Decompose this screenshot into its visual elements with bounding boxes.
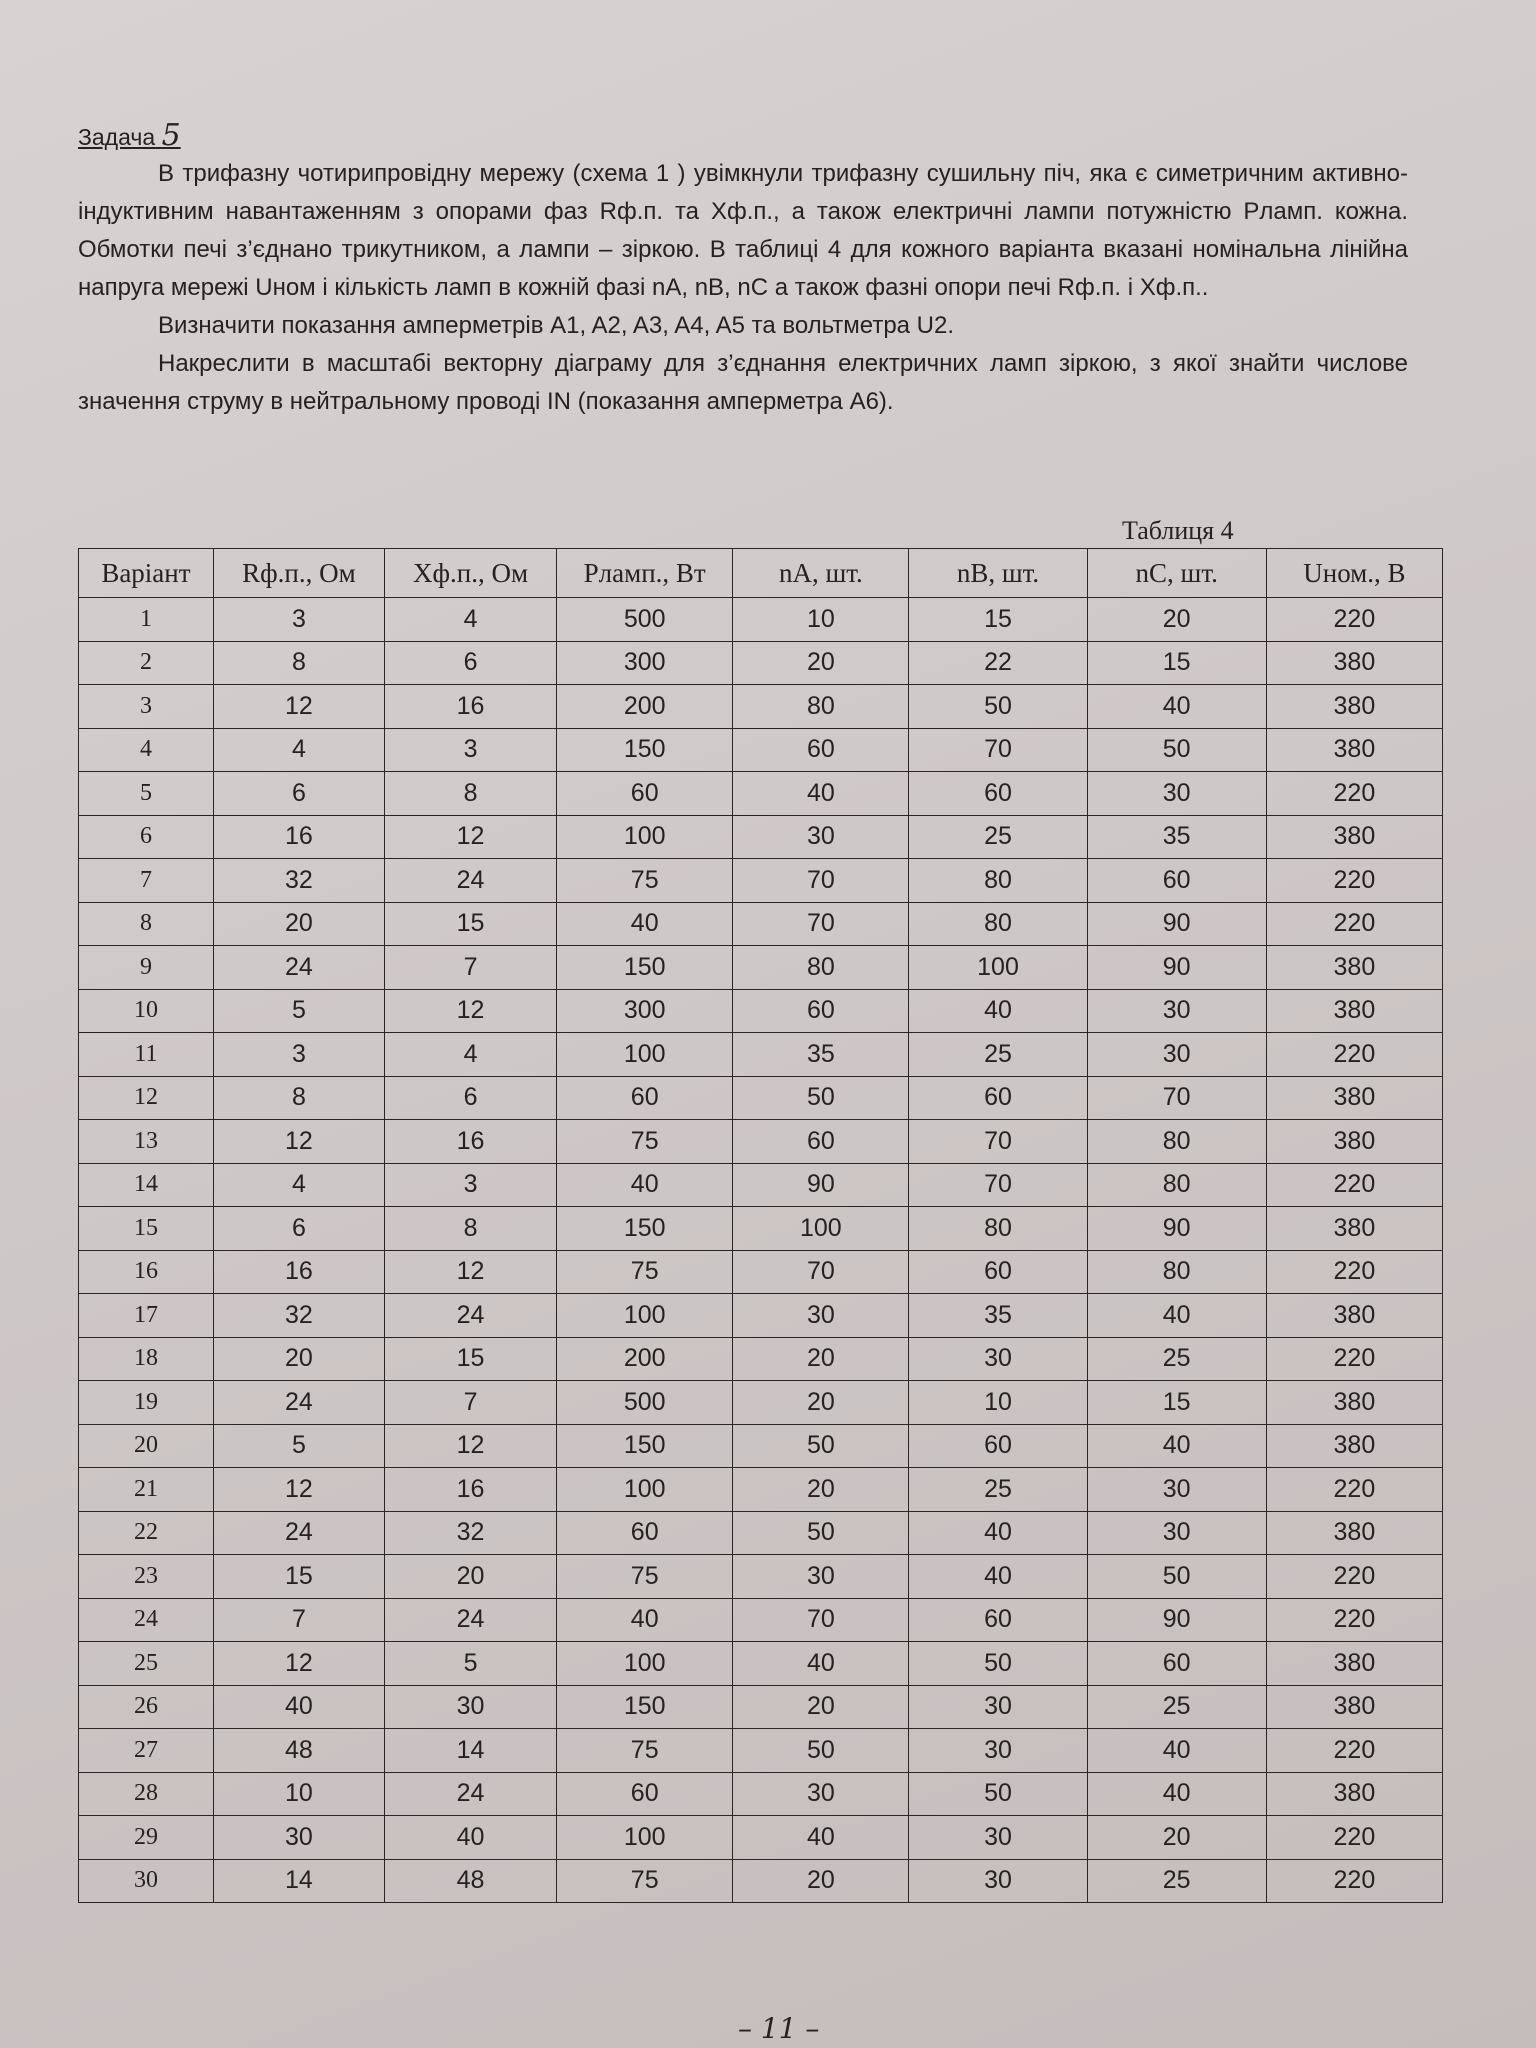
table-row xyxy=(79,1468,1443,1512)
table-cell: 75 xyxy=(557,1120,733,1164)
table-cell: 220 xyxy=(1266,1250,1442,1294)
table-cell: 70 xyxy=(733,1598,909,1642)
table-cell: 380 xyxy=(1266,1642,1442,1686)
table-cell: 30 xyxy=(733,815,909,859)
table-cell: 380 xyxy=(1266,1207,1442,1251)
table-cell: 80 xyxy=(1087,1250,1266,1294)
table-cell: 60 xyxy=(733,728,909,772)
table-cell: 30 xyxy=(909,1859,1087,1903)
table-cell: 16 xyxy=(213,1250,384,1294)
table-cell: 35 xyxy=(1087,815,1266,859)
table-cell: 20 xyxy=(733,1859,909,1903)
table-cell: 12 xyxy=(385,1424,557,1468)
task-title: Задача 5 xyxy=(78,118,181,153)
table-cell: 60 xyxy=(557,1076,733,1120)
table-cell: 40 xyxy=(557,1163,733,1207)
table-row xyxy=(79,1294,1443,1338)
table-cell: 4 xyxy=(213,1163,384,1207)
table-cell: 15 xyxy=(1087,1381,1266,1425)
table-cell: 90 xyxy=(1087,902,1266,946)
task-paragraph-1: В трифазну чотирипровідну мережу (схема 1 ) увімкнули трифазну сушильну піч, яка є симетричним активно-індуктивним навантаженням з опорами фаз Rф.п. та Xф.п., а також електричні лампи потужністю Pламп. кожна. Обмотки печі з’єднано трикутником, а лампи – зіркою. В таблиці 4 для кожного варіанта вказані номінальна лінійна напруга мережі Uном і кількість ламп в кожній фазі nA, nB, nC а також фазні опори печі Rф.п. і Xф.п.. xyxy=(78,160,1408,301)
table-cell: 50 xyxy=(733,1511,909,1555)
table-cell: 50 xyxy=(733,1076,909,1120)
table-cell: 90 xyxy=(1087,1207,1266,1251)
table-cell: 300 xyxy=(557,989,733,1033)
table-cell: 60 xyxy=(909,1424,1087,1468)
table-cell: 60 xyxy=(557,1772,733,1816)
variant-cell: 11 xyxy=(79,1033,214,1077)
variant-cell: 5 xyxy=(79,772,214,816)
table-cell: 24 xyxy=(385,1772,557,1816)
table-cell: 220 xyxy=(1266,1033,1442,1077)
table-cell: 500 xyxy=(557,1381,733,1425)
table-cell: 40 xyxy=(1087,1729,1266,1773)
table-cell: 80 xyxy=(733,685,909,729)
table-cell: 380 xyxy=(1266,815,1442,859)
table-cell: 220 xyxy=(1266,772,1442,816)
table-cell: 300 xyxy=(557,641,733,685)
table-row xyxy=(79,1120,1443,1164)
table-cell: 220 xyxy=(1266,598,1442,642)
table-cell: 5 xyxy=(213,989,384,1033)
table-cell: 50 xyxy=(733,1729,909,1773)
table-cell: 16 xyxy=(385,1468,557,1512)
table-cell: 20 xyxy=(213,902,384,946)
table-row xyxy=(79,1816,1443,1860)
variant-cell: 22 xyxy=(79,1511,214,1555)
variant-cell: 3 xyxy=(79,685,214,729)
table-row xyxy=(79,1555,1443,1599)
table-cell: 15 xyxy=(1087,641,1266,685)
variant-cell: 17 xyxy=(79,1294,214,1338)
table-cell: 48 xyxy=(385,1859,557,1903)
table-row xyxy=(79,1033,1443,1077)
table-cell: 220 xyxy=(1266,1555,1442,1599)
table-cell: 380 xyxy=(1266,1424,1442,1468)
table-cell: 7 xyxy=(385,1381,557,1425)
table-cell: 24 xyxy=(213,1381,384,1425)
table-cell: 100 xyxy=(909,946,1087,990)
table-cell: 35 xyxy=(909,1294,1087,1338)
variant-cell: 19 xyxy=(79,1381,214,1425)
table-cell: 380 xyxy=(1266,989,1442,1033)
table-cell: 35 xyxy=(733,1033,909,1077)
table-cell: 20 xyxy=(733,1468,909,1512)
table-cell: 80 xyxy=(909,1207,1087,1251)
table-cell: 380 xyxy=(1266,728,1442,772)
variant-cell: 29 xyxy=(79,1816,214,1860)
variant-cell: 4 xyxy=(79,728,214,772)
table-cell: 80 xyxy=(1087,1163,1266,1207)
table-row xyxy=(79,1859,1443,1903)
table-cell: 24 xyxy=(213,1511,384,1555)
table-cell: 200 xyxy=(557,1337,733,1381)
table-cell: 12 xyxy=(213,1642,384,1686)
table-cell: 4 xyxy=(385,1033,557,1077)
table-cell: 30 xyxy=(1087,772,1266,816)
table-row xyxy=(79,989,1443,1033)
table-cell: 100 xyxy=(557,1033,733,1077)
table-cell: 30 xyxy=(909,1729,1087,1773)
table-cell: 75 xyxy=(557,1250,733,1294)
table-row xyxy=(79,1424,1443,1468)
variant-cell: 2 xyxy=(79,641,214,685)
header-p: Pламп., Вт xyxy=(557,549,733,598)
table-cell: 380 xyxy=(1266,946,1442,990)
table-cell: 40 xyxy=(557,902,733,946)
variant-cell: 7 xyxy=(79,859,214,903)
table-cell: 50 xyxy=(909,685,1087,729)
table-cell: 60 xyxy=(1087,859,1266,903)
page-number: – 11 – xyxy=(738,2012,820,2045)
table-caption: Таблиця 4 xyxy=(1122,516,1234,545)
table-cell: 60 xyxy=(733,989,909,1033)
table-cell: 7 xyxy=(385,946,557,990)
table-cell: 12 xyxy=(213,1120,384,1164)
table-cell: 70 xyxy=(1087,1076,1266,1120)
table-row xyxy=(79,902,1443,946)
table-cell: 40 xyxy=(213,1685,384,1729)
table-cell: 60 xyxy=(909,1598,1087,1642)
table-cell: 75 xyxy=(557,1729,733,1773)
table-cell: 150 xyxy=(557,946,733,990)
table-cell: 40 xyxy=(733,1816,909,1860)
table-cell: 12 xyxy=(213,685,384,729)
variant-cell: 26 xyxy=(79,1685,214,1729)
task-paragraph-3: Накреслити в масштабі векторну діаграму для з’єднання електричних ламп зіркою, з якої знайти числове значення струму в нейтральному проводі IN (показання амперметра A6). xyxy=(78,350,1408,415)
table-cell: 20 xyxy=(385,1555,557,1599)
table-cell: 380 xyxy=(1266,1120,1442,1164)
table-cell: 220 xyxy=(1266,1859,1442,1903)
table-cell: 40 xyxy=(733,1642,909,1686)
table-cell: 60 xyxy=(733,1120,909,1164)
table-cell: 14 xyxy=(213,1859,384,1903)
table-cell: 100 xyxy=(557,815,733,859)
table-cell: 40 xyxy=(733,772,909,816)
variant-cell: 24 xyxy=(79,1598,214,1642)
table-cell: 220 xyxy=(1266,1468,1442,1512)
table-cell: 150 xyxy=(557,728,733,772)
table-cell: 3 xyxy=(213,1033,384,1077)
header-u: Uном., В xyxy=(1266,549,1442,598)
variant-cell: 15 xyxy=(79,1207,214,1251)
table-cell: 220 xyxy=(1266,1337,1442,1381)
table-row xyxy=(79,1337,1443,1381)
variant-cell: 30 xyxy=(79,1859,214,1903)
table-cell: 40 xyxy=(909,1555,1087,1599)
table-cell: 30 xyxy=(909,1337,1087,1381)
table-cell: 30 xyxy=(733,1294,909,1338)
table-cell: 150 xyxy=(557,1685,733,1729)
table-cell: 380 xyxy=(1266,1381,1442,1425)
table-cell: 32 xyxy=(385,1511,557,1555)
table-cell: 30 xyxy=(1087,1511,1266,1555)
table-cell: 30 xyxy=(1087,1033,1266,1077)
table-row xyxy=(79,1076,1443,1120)
variant-cell: 23 xyxy=(79,1555,214,1599)
header-na: nA, шт. xyxy=(733,549,909,598)
table-body xyxy=(79,598,1443,1903)
table-row xyxy=(79,1381,1443,1425)
table-cell: 24 xyxy=(385,859,557,903)
table-cell: 220 xyxy=(1266,1163,1442,1207)
table-row xyxy=(79,1729,1443,1773)
table-cell: 15 xyxy=(385,902,557,946)
table-cell: 70 xyxy=(909,1120,1087,1164)
table-cell: 100 xyxy=(557,1816,733,1860)
table-cell: 20 xyxy=(1087,598,1266,642)
table-cell: 14 xyxy=(385,1729,557,1773)
table-row xyxy=(79,1642,1443,1686)
table-cell: 8 xyxy=(385,772,557,816)
table-cell: 30 xyxy=(733,1772,909,1816)
table-cell: 40 xyxy=(1087,685,1266,729)
table-cell: 24 xyxy=(385,1294,557,1338)
table-cell: 40 xyxy=(1087,1772,1266,1816)
table-cell: 12 xyxy=(385,989,557,1033)
table-cell: 25 xyxy=(1087,1685,1266,1729)
table-cell: 70 xyxy=(733,902,909,946)
table-cell: 25 xyxy=(1087,1337,1266,1381)
table-row xyxy=(79,772,1443,816)
header-r: Rф.п., Ом xyxy=(213,549,384,598)
table-cell: 10 xyxy=(213,1772,384,1816)
table-cell: 32 xyxy=(213,1294,384,1338)
table-cell: 12 xyxy=(213,1468,384,1512)
table-cell: 380 xyxy=(1266,1294,1442,1338)
table-row xyxy=(79,1598,1443,1642)
table-cell: 220 xyxy=(1266,902,1442,946)
table-cell: 15 xyxy=(909,598,1087,642)
table-cell: 5 xyxy=(213,1424,384,1468)
variant-cell: 20 xyxy=(79,1424,214,1468)
table-cell: 24 xyxy=(213,946,384,990)
table-cell: 6 xyxy=(213,772,384,816)
table-cell: 25 xyxy=(1087,1859,1266,1903)
table-row xyxy=(79,815,1443,859)
table-cell: 15 xyxy=(213,1555,384,1599)
table-row xyxy=(79,1772,1443,1816)
variant-cell: 16 xyxy=(79,1250,214,1294)
table-row xyxy=(79,1163,1443,1207)
table-cell: 32 xyxy=(213,859,384,903)
table-row xyxy=(79,1511,1443,1555)
table-cell: 380 xyxy=(1266,1772,1442,1816)
table-cell: 220 xyxy=(1266,859,1442,903)
table-cell: 30 xyxy=(909,1816,1087,1860)
table-cell: 380 xyxy=(1266,641,1442,685)
table-cell: 20 xyxy=(733,1381,909,1425)
table-cell: 380 xyxy=(1266,1511,1442,1555)
data-table xyxy=(78,548,1443,1903)
table-row xyxy=(79,598,1443,642)
table-cell: 4 xyxy=(213,728,384,772)
table-cell: 50 xyxy=(909,1642,1087,1686)
table-cell: 4 xyxy=(385,598,557,642)
table-cell: 75 xyxy=(557,1859,733,1903)
table-cell: 25 xyxy=(909,1468,1087,1512)
variant-cell: 12 xyxy=(79,1076,214,1120)
table-cell: 100 xyxy=(557,1642,733,1686)
table-row xyxy=(79,641,1443,685)
table-cell: 12 xyxy=(385,815,557,859)
table-cell: 60 xyxy=(1087,1642,1266,1686)
table-cell: 25 xyxy=(909,1033,1087,1077)
table-cell: 50 xyxy=(1087,728,1266,772)
table-cell: 6 xyxy=(385,641,557,685)
table-cell: 10 xyxy=(733,598,909,642)
table-cell: 70 xyxy=(733,859,909,903)
table-cell: 100 xyxy=(557,1294,733,1338)
table-cell: 40 xyxy=(909,989,1087,1033)
task-number: 5 xyxy=(161,118,181,153)
table-cell: 100 xyxy=(733,1207,909,1251)
table-cell: 5 xyxy=(385,1642,557,1686)
table-cell: 8 xyxy=(213,1076,384,1120)
table-cell: 60 xyxy=(557,1511,733,1555)
variant-cell: 21 xyxy=(79,1468,214,1512)
table-cell: 90 xyxy=(733,1163,909,1207)
table-cell: 60 xyxy=(557,772,733,816)
table-cell: 100 xyxy=(557,1468,733,1512)
task-paragraph-2: Визначити показання амперметрів A1, A2, A3, A4, A5 та вольтметра U2. xyxy=(158,312,955,339)
table-cell: 10 xyxy=(909,1381,1087,1425)
table-cell: 70 xyxy=(909,728,1087,772)
table-cell: 40 xyxy=(1087,1294,1266,1338)
table-cell: 20 xyxy=(1087,1816,1266,1860)
table-cell: 60 xyxy=(909,1076,1087,1120)
table-cell: 80 xyxy=(909,902,1087,946)
table-row xyxy=(79,728,1443,772)
table-cell: 20 xyxy=(733,1337,909,1381)
table-cell: 6 xyxy=(213,1207,384,1251)
table-header-row xyxy=(79,549,1443,598)
table-cell: 16 xyxy=(385,685,557,729)
table-cell: 40 xyxy=(909,1511,1087,1555)
table-cell: 80 xyxy=(909,859,1087,903)
table-cell: 150 xyxy=(557,1207,733,1251)
table-row xyxy=(79,685,1443,729)
table-row xyxy=(79,859,1443,903)
table-row xyxy=(79,1207,1443,1251)
table-cell: 60 xyxy=(909,772,1087,816)
table-cell: 16 xyxy=(213,815,384,859)
table-cell: 60 xyxy=(909,1250,1087,1294)
variant-cell: 6 xyxy=(79,815,214,859)
header-nb: nB, шт. xyxy=(909,549,1087,598)
variant-cell: 1 xyxy=(79,598,214,642)
variant-cell: 27 xyxy=(79,1729,214,1773)
table-row xyxy=(79,946,1443,990)
table-cell: 80 xyxy=(1087,1120,1266,1164)
table-cell: 40 xyxy=(557,1598,733,1642)
table-cell: 380 xyxy=(1266,1076,1442,1120)
table-cell: 25 xyxy=(909,815,1087,859)
table-cell: 8 xyxy=(385,1207,557,1251)
table-cell: 15 xyxy=(385,1337,557,1381)
table-cell: 75 xyxy=(557,1555,733,1599)
table-cell: 380 xyxy=(1266,685,1442,729)
table-cell: 90 xyxy=(1087,1598,1266,1642)
table-cell: 50 xyxy=(1087,1555,1266,1599)
header-nc: nC, шт. xyxy=(1087,549,1266,598)
table-cell: 3 xyxy=(213,598,384,642)
header-x: Xф.п., Ом xyxy=(385,549,557,598)
table-cell: 20 xyxy=(213,1337,384,1381)
table-cell: 12 xyxy=(385,1250,557,1294)
header-variant: Варіант xyxy=(79,549,214,598)
table-cell: 7 xyxy=(213,1598,384,1642)
table-cell: 150 xyxy=(557,1424,733,1468)
variant-cell: 14 xyxy=(79,1163,214,1207)
table-cell: 3 xyxy=(385,1163,557,1207)
table-cell: 70 xyxy=(909,1163,1087,1207)
table-cell: 30 xyxy=(1087,1468,1266,1512)
table-cell: 30 xyxy=(213,1816,384,1860)
variant-cell: 18 xyxy=(79,1337,214,1381)
table-cell: 30 xyxy=(1087,989,1266,1033)
table-cell: 30 xyxy=(733,1555,909,1599)
table-cell: 50 xyxy=(909,1772,1087,1816)
table-cell: 24 xyxy=(385,1598,557,1642)
table-cell: 220 xyxy=(1266,1816,1442,1860)
table-cell: 380 xyxy=(1266,1685,1442,1729)
table-cell: 70 xyxy=(733,1250,909,1294)
table-cell: 22 xyxy=(909,641,1087,685)
table-cell: 6 xyxy=(385,1076,557,1120)
table-cell: 30 xyxy=(909,1685,1087,1729)
table-cell: 16 xyxy=(385,1120,557,1164)
table-row xyxy=(79,1685,1443,1729)
table-cell: 48 xyxy=(213,1729,384,1773)
table-cell: 30 xyxy=(385,1685,557,1729)
task-text-block xyxy=(78,118,1408,421)
table-cell: 80 xyxy=(733,946,909,990)
variant-cell: 28 xyxy=(79,1772,214,1816)
table-cell: 220 xyxy=(1266,1598,1442,1642)
variant-cell: 8 xyxy=(79,902,214,946)
table-cell: 200 xyxy=(557,685,733,729)
table-cell: 40 xyxy=(1087,1424,1266,1468)
variant-cell: 10 xyxy=(79,989,214,1033)
table-cell: 500 xyxy=(557,598,733,642)
table-cell: 20 xyxy=(733,1685,909,1729)
variant-cell: 9 xyxy=(79,946,214,990)
table-cell: 8 xyxy=(213,641,384,685)
variant-cell: 13 xyxy=(79,1120,214,1164)
table-cell: 50 xyxy=(733,1424,909,1468)
table-row xyxy=(79,1250,1443,1294)
variant-cell: 25 xyxy=(79,1642,214,1686)
table-cell: 3 xyxy=(385,728,557,772)
table-cell: 40 xyxy=(385,1816,557,1860)
table-cell: 90 xyxy=(1087,946,1266,990)
table-cell: 75 xyxy=(557,859,733,903)
table-cell: 220 xyxy=(1266,1729,1442,1773)
table-cell: 20 xyxy=(733,641,909,685)
